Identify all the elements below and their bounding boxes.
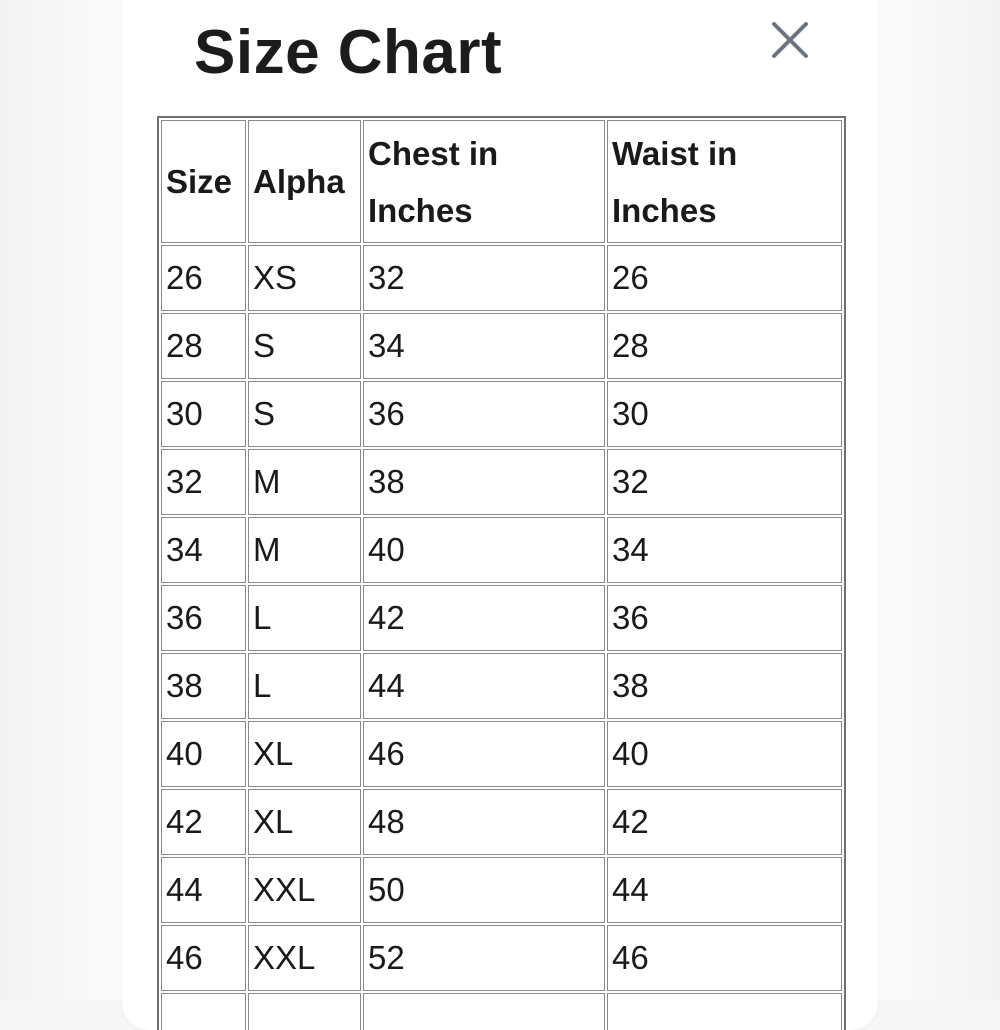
cell-waist: 42 bbox=[607, 789, 842, 855]
cell-size: 46 bbox=[161, 925, 246, 991]
cell-chest: 42 bbox=[363, 585, 605, 651]
close-icon bbox=[768, 18, 812, 62]
table-header-row bbox=[161, 120, 842, 243]
table-row bbox=[161, 857, 842, 923]
cell-chest: 48 bbox=[363, 789, 605, 855]
cell-size: 40 bbox=[161, 721, 246, 787]
cell-size: 42 bbox=[161, 789, 246, 855]
cell-waist: 30 bbox=[607, 381, 842, 447]
cell-chest: 38 bbox=[363, 449, 605, 515]
cell-chest: 36 bbox=[363, 381, 605, 447]
table-row bbox=[161, 585, 842, 651]
cell-alpha: XXL bbox=[248, 925, 361, 991]
cell-waist: 38 bbox=[607, 653, 842, 719]
cell-alpha: M bbox=[248, 449, 361, 515]
cell-alpha: XL bbox=[248, 721, 361, 787]
cell-size bbox=[161, 993, 246, 1030]
size-chart-table bbox=[157, 116, 846, 1030]
cell-alpha bbox=[248, 993, 361, 1030]
cell-alpha: S bbox=[248, 381, 361, 447]
cell-chest: 52 bbox=[363, 925, 605, 991]
cell-chest: 32 bbox=[363, 245, 605, 311]
table-row bbox=[161, 245, 842, 311]
cell-alpha: S bbox=[248, 313, 361, 379]
table-row bbox=[161, 449, 842, 515]
cell-chest: 46 bbox=[363, 721, 605, 787]
modal-title: Size Chart bbox=[194, 18, 503, 87]
cell-alpha: XS bbox=[248, 245, 361, 311]
cell-size: 32 bbox=[161, 449, 246, 515]
table-row bbox=[161, 721, 842, 787]
cell-chest: 44 bbox=[363, 653, 605, 719]
cell-waist: 44 bbox=[607, 857, 842, 923]
cell-waist bbox=[607, 993, 842, 1030]
table-row bbox=[161, 653, 842, 719]
cell-size: 28 bbox=[161, 313, 246, 379]
cell-chest bbox=[363, 993, 605, 1030]
cell-alpha: XXL bbox=[248, 857, 361, 923]
cell-size: 26 bbox=[161, 245, 246, 311]
cell-chest: 40 bbox=[363, 517, 605, 583]
cell-size: 36 bbox=[161, 585, 246, 651]
size-chart-modal bbox=[122, 0, 878, 1030]
cell-waist: 36 bbox=[607, 585, 842, 651]
header-chest: Chest in Inches bbox=[363, 120, 605, 243]
table-row bbox=[161, 313, 842, 379]
cell-waist: 26 bbox=[607, 245, 842, 311]
header-size: Size bbox=[161, 120, 246, 243]
cell-waist: 28 bbox=[607, 313, 842, 379]
cell-chest: 50 bbox=[363, 857, 605, 923]
table-body bbox=[161, 245, 842, 1030]
cell-size: 30 bbox=[161, 381, 246, 447]
cell-size: 38 bbox=[161, 653, 246, 719]
cell-alpha: M bbox=[248, 517, 361, 583]
table-row bbox=[161, 789, 842, 855]
cell-alpha: L bbox=[248, 585, 361, 651]
table-row bbox=[161, 925, 842, 991]
cell-size: 44 bbox=[161, 857, 246, 923]
table-row bbox=[161, 381, 842, 447]
cell-waist: 34 bbox=[607, 517, 842, 583]
header-waist: Waist in Inches bbox=[607, 120, 842, 243]
cell-alpha: XL bbox=[248, 789, 361, 855]
header-alpha: Alpha bbox=[248, 120, 361, 243]
table-row bbox=[161, 517, 842, 583]
cell-size: 34 bbox=[161, 517, 246, 583]
cell-alpha: L bbox=[248, 653, 361, 719]
table-row bbox=[161, 993, 842, 1030]
cell-waist: 46 bbox=[607, 925, 842, 991]
cell-waist: 32 bbox=[607, 449, 842, 515]
cell-chest: 34 bbox=[363, 313, 605, 379]
cell-waist: 40 bbox=[607, 721, 842, 787]
close-button[interactable] bbox=[768, 18, 812, 62]
